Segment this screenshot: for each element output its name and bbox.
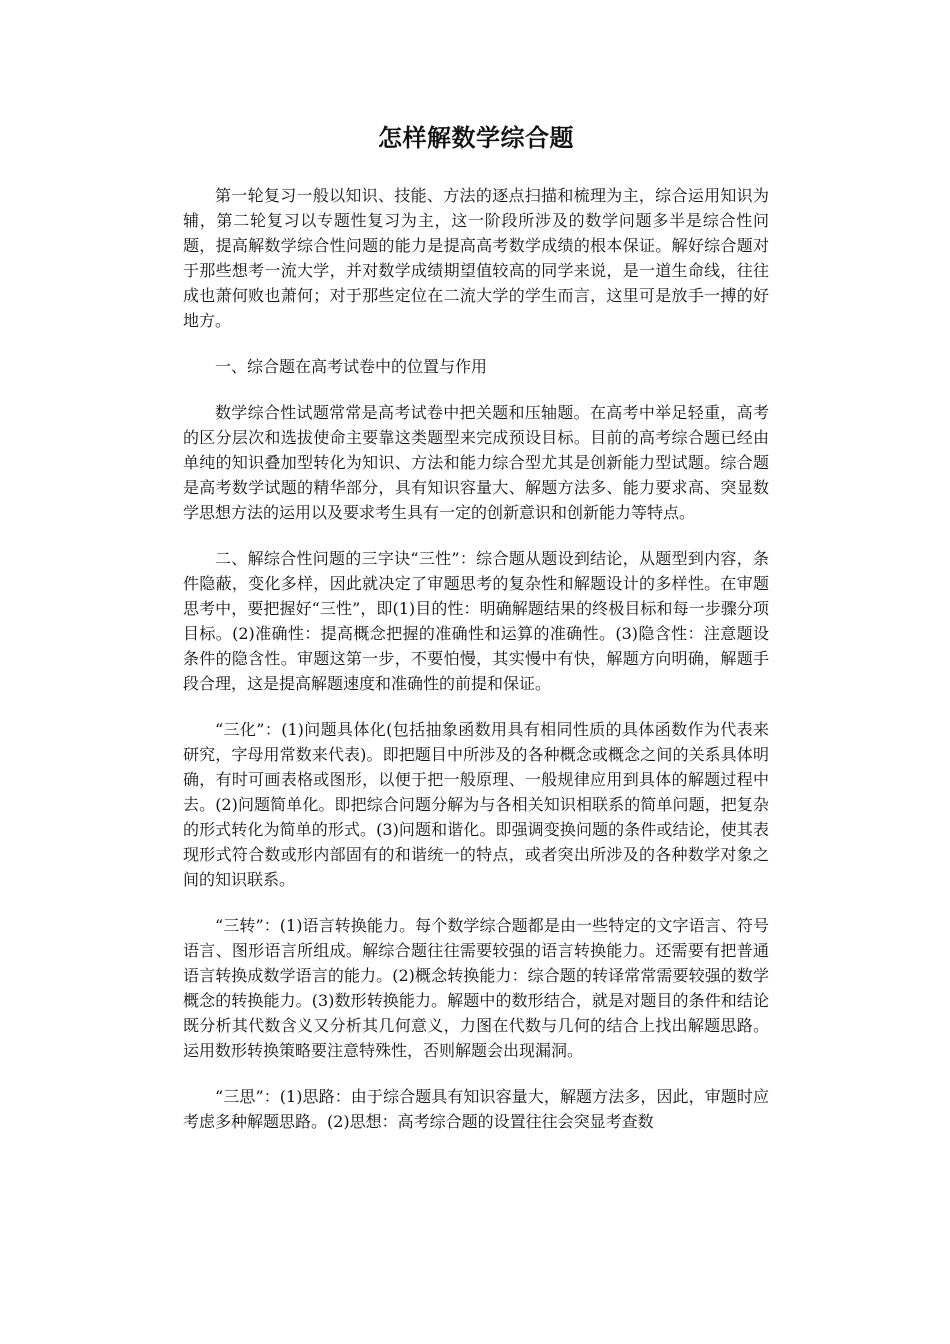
three-properties-paragraph: 二、解综合性问题的三字诀“三性”：综合题从题设到结论，从题型到内容，条件隐蔽，变化多样，因此就决定了审题思考的复杂性和解题设计的多样性。在审题思考中，要把握好“三性”，即(1)目的性：明确解题结果的终极目标和每一步骤分项目标。(2)准确性：提高概念把握的准确性和运算的准确性。(3)隐含性：注意题设条件的隐含性。审题这第一步，不要怕慢，其实慢中有快，解题方向明确，解题手段合理，这是提高解题速度和准确性的前提和保证。 [183, 549, 769, 693]
three-simplifications-paragraph: “三化”：(1)问题具体化(包括抽象函数用具有相同性质的具体函数作为代表来研究，字母用常数来代表)。即把题目中所涉及的各种概念或概念之间的关系具体明确，有时可画表格或图形，以便于把一般原理、一般规律应用到具体的解题过程中去。(2)问题简单化。即把综合问题分解为与各相关知识相联系的简单问题，把复杂的形式转化为简单的形式。(3)问题和谐化。即强调变换问题的条件或结论，使其表现形式符合数或形内部固有的和谐统一的特点，或者突出所涉及的各种数学对象之间的知识联系。 [183, 720, 769, 889]
document-title: 怎样解数学综合题 [378, 123, 574, 152]
document-page [183, 0, 769, 1134]
position-paragraph: 数学综合性试题常常是高考试卷中把关题和压轴题。在高考中举足轻重，高考的区分层次和选拔使命主要靠这类题型来完成预设目标。目前的高考综合题已经由单纯的知识叠加型转化为知识、方法和能力综合型尤其是创新能力型试题。综合题是高考数学试题的精华部分，具有知识容量大、解题方法多、能力要求高、突显数学思想方法的运用以及要求考生具有一定的创新意识和创新能力等特点。 [183, 403, 769, 522]
section-heading-position: 一、综合题在高考试卷中的位置与作用 [215, 357, 488, 376]
intro-paragraph: 第一轮复习一般以知识、技能、方法的逐点扫描和梳理为主，综合运用知识为辅，第二轮复习以专题性复习为主，这一阶段所涉及的数学问题多半是综合性问题，提高解数学综合性问题的能力是提高高考数学成绩的根本保证。解好综合题对于那些想考一流大学，并对数学成绩期望值较高的同学来说，是一道生命线，往往成也萧何败也萧何；对于那些定位在二流大学的学生而言，这里可是放手一搏的好地方。 [183, 186, 769, 330]
three-thoughts-paragraph: “三思”：(1)思路：由于综合题具有知识容量大，解题方法多，因此，审题时应考虑多种解题思路。(2)思想：高考综合题的设置往往会突显考查数 [183, 1087, 769, 1131]
three-conversions-paragraph: “三转”：(1)语言转换能力。每个数学综合题都是由一些特定的文字语言、符号语言、图形语言所组成。解综合题往往需要较强的语言转换能力。还需要有把普通语言转换成数学语言的能力。(2)概念转换能力：综合题的转译常常需要较强的数学概念的转换能力。(3)数形转换能力。解题中的数形结合，就是对题目的条件和结论既分析其代数含义又分析其几何意义，力图在代数与几何的结合上找出解题思路。运用数形转换策略要注意特殊性，否则解题会出现漏洞。 [183, 916, 769, 1060]
